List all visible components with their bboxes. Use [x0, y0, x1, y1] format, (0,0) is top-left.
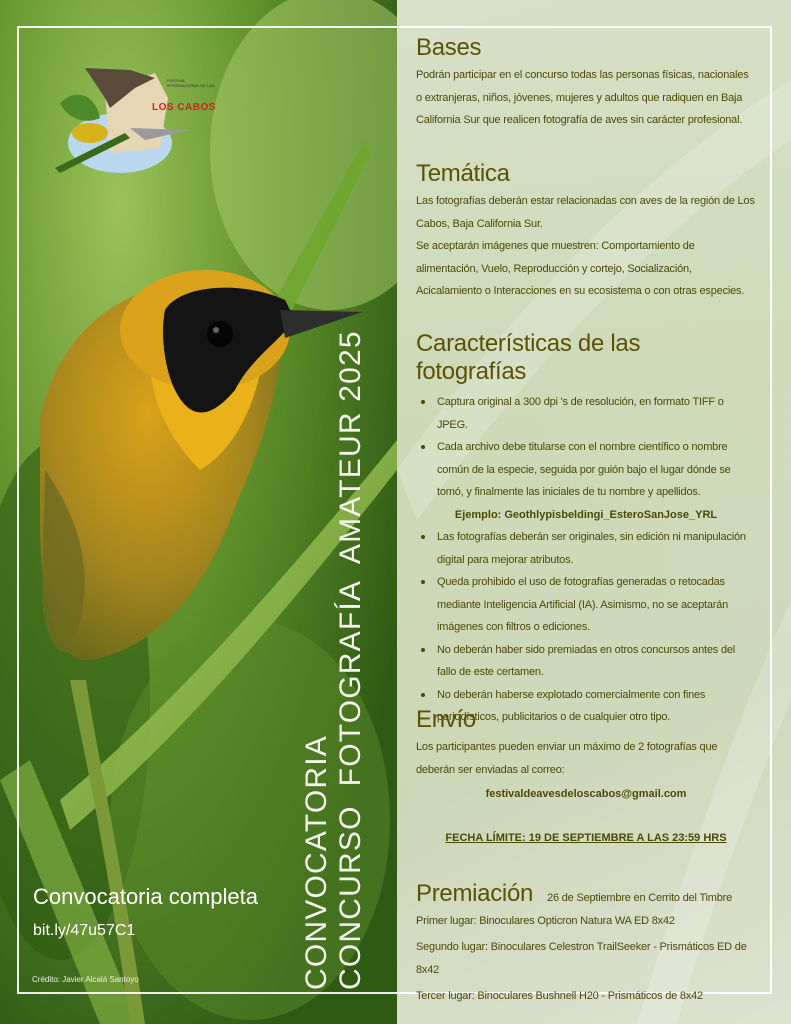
deadline: FECHA LÍMITE: 19 DE SEPTIEMBRE A LAS 23:59 HRS: [445, 831, 727, 844]
list-item: Cada archivo debe titularse con el nombre científico o nombre común de la especie, seguida por guión bajo el lugar dónde se tomó, y finalmente las iniciales de tu nombre y apellidos.: [416, 436, 756, 504]
contact-email[interactable]: festivaldeavesdeloscabos@gmail.com: [485, 788, 687, 800]
tematica-section: [416, 160, 756, 303]
list-item: No deberán haber sido premiadas en otros concursos antes del fallo de este certamen.: [416, 639, 756, 684]
list-item: Queda prohibido el uso de fotografías generadas o retocadas mediante Inteligencia Artificial (IA). Asimismo, no se aceptarán imágenes con filtros o ediciones.: [416, 571, 756, 639]
premiacion-heading: Premiación: [416, 880, 534, 907]
bases-section: [416, 34, 756, 132]
list-item: Las fotografías deberán ser originales, sin edición ni manipulación digital para mejorar atributos.: [416, 526, 756, 571]
full-call-block: [33, 882, 258, 944]
prize-third: Tercer lugar: Binoculares Bushnell H20 - Prismáticos de 8x42: [416, 990, 703, 1002]
vertical-title-line1: CONVOCATORIA: [300, 735, 333, 990]
premiacion-date: 26 de Septiembre en Cerrito del Timbre: [547, 892, 733, 904]
logo-small-text: FESTIVAL INTERNACIONAL DE LAS: [167, 78, 215, 88]
list-item: Captura original a 300 dpi 's de resolución, en formato TIFF o JPEG.: [416, 391, 756, 436]
list-item: No deberán haberse explotado comercialmente con fines periodísticos, publicitarios o de cualquier otro tipo.: [416, 684, 756, 729]
logo-main-text: LOS CABOS: [152, 102, 216, 113]
prize-second: Segundo lugar: Binoculares Celestron TrailSeeker - Prismáticos ED de 8x42: [416, 941, 747, 976]
full-call-link[interactable]: bit.ly/47u57C1: [33, 922, 136, 939]
caracteristicas-heading: Características de las fotografías: [416, 330, 641, 385]
prize-first: Primer lugar: Binoculares Opticron Natura WA ED 8x42: [416, 914, 675, 927]
filename-example: Ejemplo: Geothlypisbeldingi_EsteroSanJose_YRL: [454, 508, 718, 521]
bases-text: Podrán participar en el concurso todas las personas físicas, nacionales o extranjeras, niños, jóvenes, mujeres y adultos que radiquen en Baja California Sur que realicen fotografía de aves sin carácter profesional.: [416, 69, 749, 126]
caracteristicas-list-a: [416, 391, 756, 504]
caracteristicas-list-b: [416, 526, 756, 729]
festival-logo: [50, 48, 220, 176]
full-call-title: Convocatoria completa: [33, 884, 259, 909]
vertical-title-line2: CONCURSO FOTOGRAFÍA AMATEUR 2025: [334, 330, 367, 990]
bases-heading: Bases: [416, 34, 482, 61]
caracteristicas-section: [416, 330, 756, 729]
envio-text: Los participantes pueden enviar un máximo de 2 fotografías que deberán ser enviadas al correo:: [416, 741, 718, 776]
tematica-heading: Temática: [416, 160, 510, 187]
premiacion-section: [416, 880, 756, 1008]
envio-heading: Envío: [416, 706, 476, 733]
tematica-text-1: Las fotografías deberán estar relacionadas con aves de la región de Los Cabos, Baja California Sur.: [416, 195, 755, 230]
photo-credit: Crédito: Javier Alcalá Santoyo: [32, 975, 139, 984]
vertical-title: [300, 330, 368, 990]
tematica-text-2: Se aceptarán imágenes que muestren: Comportamiento de alimentación, Vuelo, Reproducción y cortejo, Socialización, Acicalamiento o Interacciones en su ecosistema o con otras especies.: [416, 240, 745, 297]
envio-section: [416, 706, 756, 849]
